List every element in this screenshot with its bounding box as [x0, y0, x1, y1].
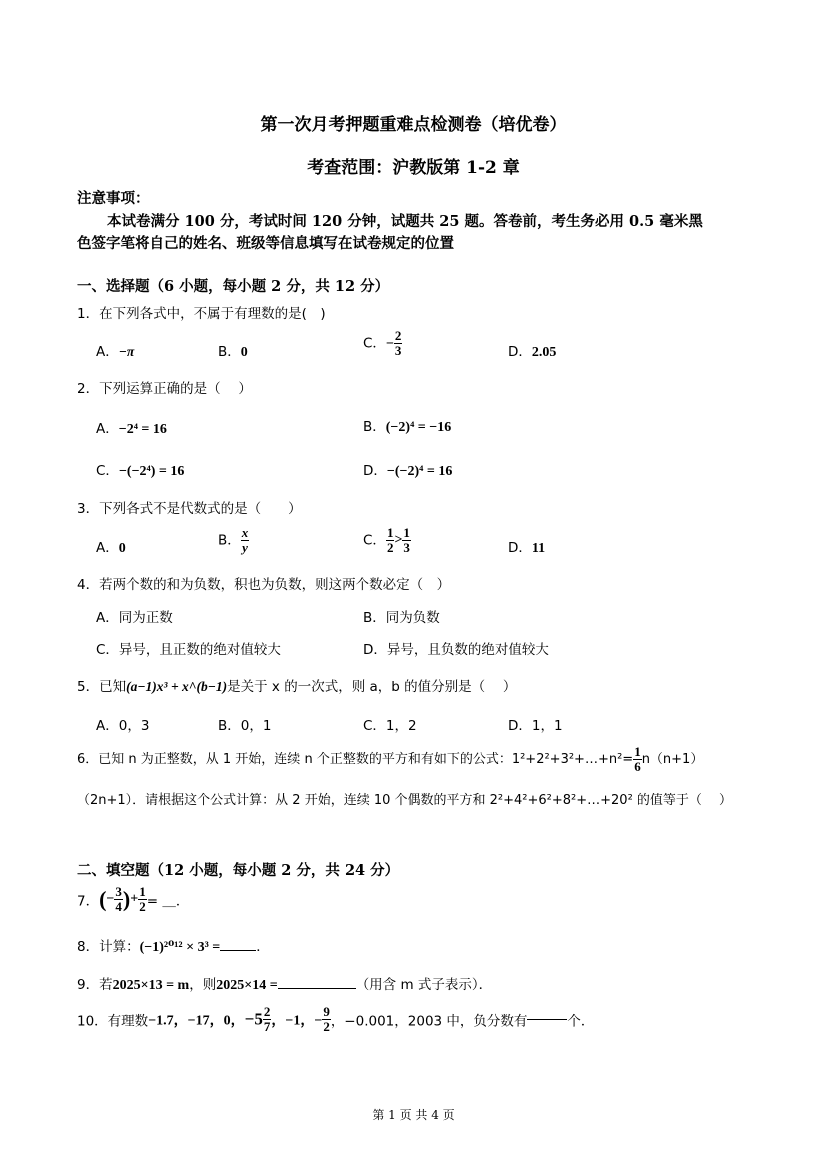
q5-option-d: D．1，1: [508, 718, 563, 734]
q4-option-d: D．异号，且负数的绝对值较大: [363, 642, 549, 658]
q9: 9．若2025×13 = m，则2025×14 = （用含 m 式子表示）．: [77, 977, 493, 993]
q6-line-1: 6．已知 n 为正整数，从 1 开始，连续 n 个正整数的平方和有如下的公式：1²+2²+3²+…+n²= $\frac{1}{6}$ n（n+1）: [77, 744, 704, 774]
q8-answer-blank[interactable]: [220, 950, 256, 951]
q4-option-a: A．同为正数: [96, 610, 173, 626]
q1-option-a: A．−π: [96, 344, 135, 360]
q10-answer-blank[interactable]: [527, 1019, 567, 1020]
notice-line-1: 本试卷满分 100 分，考试时间 120 分钟，试题共 25 题。答卷前，考生务必用 0.5 毫米黑: [107, 213, 703, 230]
q1-stem: 1．在下列各式中，不属于有理数的是( ): [77, 306, 326, 322]
q2-option-a: A．−2⁴ = 16: [96, 421, 167, 437]
q7: 7．(− $\frac{3}{4}$ )+ $\frac{1}{2}$ = ＿．: [77, 884, 190, 914]
q5-option-c: C．1，2: [363, 718, 417, 734]
q3-option-d: D．11: [508, 540, 546, 556]
q2-stem: 2．下列运算正确的是（ ）: [77, 381, 252, 397]
q2-option-c: C．−(−2⁴) = 16: [96, 463, 185, 479]
page-subtitle: 考查范围：沪教版第 1-2 章: [307, 158, 520, 178]
page-footer: 第 1 页 共 4 页: [372, 1108, 455, 1122]
q5-stem: 5．已知(a−1)x³ + x^(b−1)是关于 x 的一次式，则 a，b 的值分别是（ ）: [77, 679, 517, 695]
q1-option-d: D．2.05: [508, 344, 557, 360]
q8: 8．计算：(−1)²⁰¹² × 3³ = ．: [77, 939, 270, 955]
q4-stem: 4．若两个数的和为负数，积也为负数，则这两个数必定（ ）: [77, 577, 451, 593]
q1-option-c: C．− $\frac{2}{3}$: [363, 328, 402, 358]
q10: 10．有理数−1.7，−17，0，−5 $\frac{2}{7}$ ，−1，− $\frac{9}{2}$ ，−0.001，2003 中，负分数有 个．: [77, 1004, 595, 1034]
q3-option-b: B． $\frac{x}{y}$: [218, 525, 249, 555]
notice-line-2: 色签字笔将自己的姓名、班级等信息填写在试卷规定的位置: [77, 235, 454, 252]
q2-option-d: D．−(−2)⁴ = 16: [363, 463, 453, 479]
q4-option-c: C．异号，且正数的绝对值较大: [96, 642, 281, 658]
q5-option-a: A．0，3: [96, 718, 150, 734]
q3-option-a: A．0: [96, 540, 126, 556]
q1-option-b: B．0: [218, 344, 248, 360]
q9-answer-blank[interactable]: [278, 988, 356, 989]
q3-stem: 3．下列各式不是代数式的是（ ）: [77, 501, 302, 517]
q3-option-c: C． $\frac{1}{2}$ > $\frac{1}{3}$: [363, 525, 410, 555]
section-1-heading: 一、选择题（6 小题，每小题 2 分，共 12 分）: [77, 278, 390, 295]
notice-heading: 注意事项：: [77, 190, 150, 207]
page-title: 第一次月考押题重难点检测卷（培优卷）: [260, 115, 567, 135]
section-2-heading: 二、填空题（12 小题，每小题 2 分，共 24 分）: [77, 862, 400, 879]
q6-line-2: （2n+1）．请根据这个公式计算：从 2 开始，连续 10 个偶数的平方和 2²+4²+6²+8²+…+20² 的值等于（ ）: [77, 793, 733, 808]
q2-option-b: B．(−2)⁴ = −16: [363, 419, 452, 435]
q5-option-b: B．0，1: [218, 718, 272, 734]
q4-option-b: B．同为负数: [363, 610, 440, 626]
